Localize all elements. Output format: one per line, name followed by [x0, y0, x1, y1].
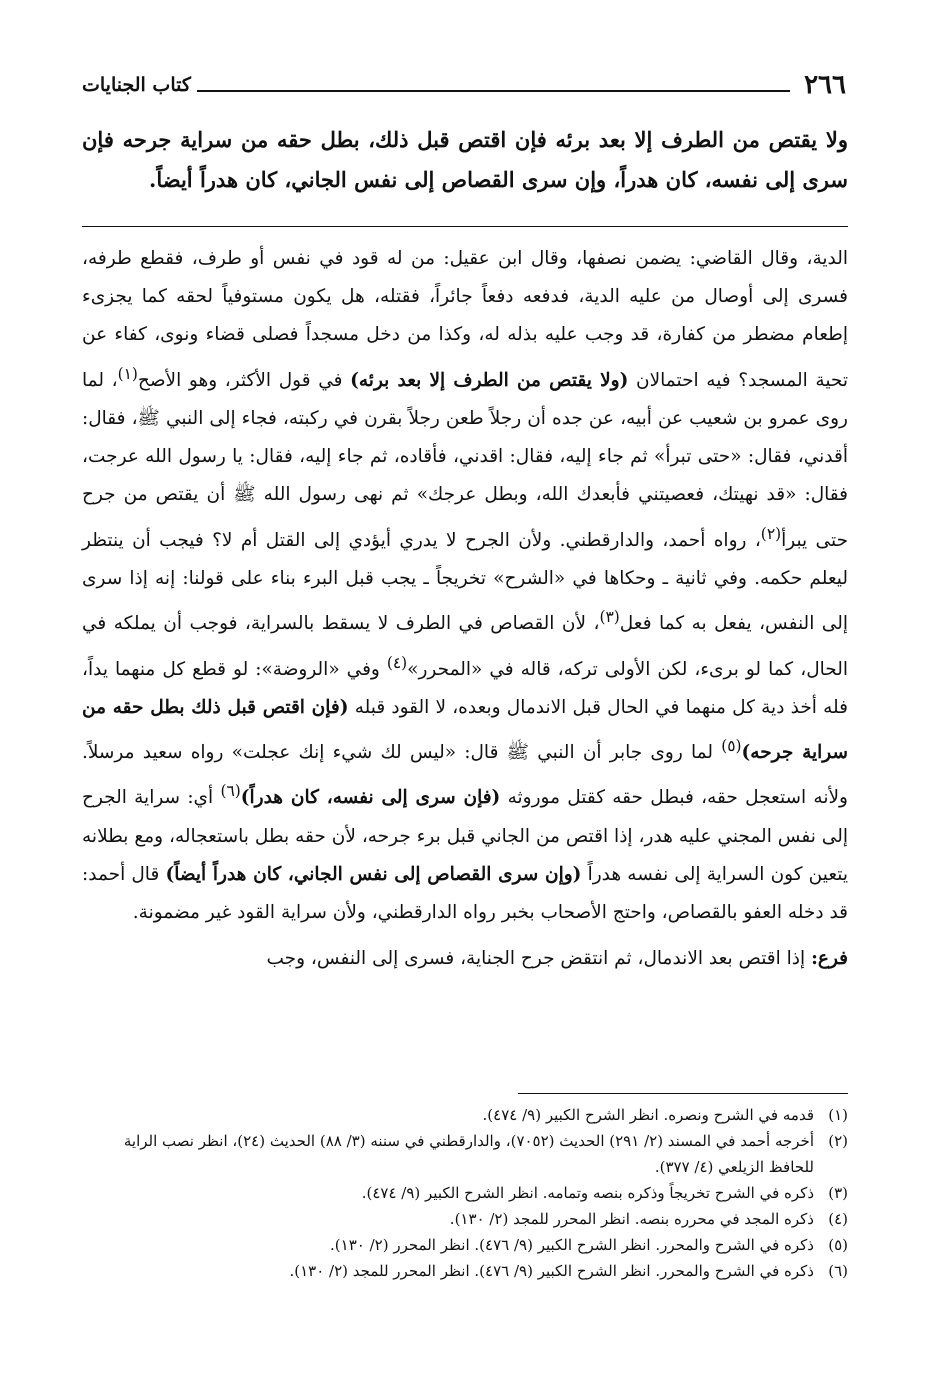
- footnote-text: قدمه في الشرح ونصره. انظر الشرح الكبير (٩/ ٤٧٤).: [482, 1106, 814, 1124]
- footnote-text: ذكره في الشرح تخريجاً وذكره بنصه وتمامه. انظر الشرح الكبير (٩/ ٤٧٤).: [361, 1184, 814, 1202]
- quoted-main-text: (وإن سرى القصاص إلى نفس الجاني، كان هدراً أيضاً): [165, 863, 582, 885]
- footnote-text: أخرجه أحمد في المسند (٢/ ٢٩١) الحديث (٧٠٥٢)، والدارقطني في سننه (٣/ ٨٨) الحديث (٢٤)، انظر نصب الراية للحافظ الزيلعي (٤/ ٣٧٧).: [123, 1132, 814, 1176]
- footnote-number: (٤): [828, 1210, 848, 1228]
- footnote-text: ذكره في الشرح والمحرر. انظر الشرح الكبير (٩/ ٤٧٦). انظر المحرر (٢/ ١٣٠).: [330, 1236, 814, 1254]
- commentary-segment: الدية، وقال القاضي: يضمن نصفها، وقال ابن عقيل: من له قود في نفس أو طرف، فقطع طرفه، فسرى إلى أوصال من عليه الدية، فدفعه دفعاً جائراً، فقتله، هل يكون مستوفياً لحقه كما يجزىء إطعام مضطر من كفارة، قد وجب عليه بذله له، وكذا من دخل مسجداً فصلى قضاء ونوى، كفاء عن تحية المسجد؟ فيه احتمالان: [82, 248, 848, 391]
- commentary-segment: إذا اقتص بعد الاندمال، ثم انتقض جرح الجناية، فسرى إلى النفس، وجب: [266, 948, 812, 970]
- footnote-number: (٦): [828, 1262, 848, 1280]
- branch-label: فرع:: [811, 948, 848, 970]
- commentary-segment: ، رواه أحمد، والدارقطني. ولأن الجرح لا يدري أيؤدي إلى القتل أم لا؟ فيجب أن ينتظر ليعلم حكمه. وفي ثانية ـ وحكاها في «الشرح» تخريجاً ـ يجب قبل البرء بناء على قولنا: إنه إذا سرى إلى النفس، يفعل به كما فعل: [82, 529, 848, 635]
- commentary-segment: قال أحمد: قد دخله العفو بالقصاص، واحتج الأصحاب بخبر رواه الدارقطني، ولأن سراية القود غير مضمونة.: [82, 863, 848, 924]
- commentary-paragraph: [82, 240, 848, 932]
- quoted-main-text: (فإن اقتص قبل ذلك بطل حقه من سراية جرحه): [82, 696, 848, 764]
- page-number: ٢٦٦: [804, 70, 846, 100]
- footnote: [82, 1128, 848, 1180]
- footnote: [82, 1232, 848, 1258]
- footnote-text: ذكره المجد في محرره بنصه. انظر المحرر للمجد (٢/ ١٣٠).: [449, 1210, 814, 1228]
- branch-paragraph: [82, 940, 848, 978]
- commentary-text: [82, 240, 848, 979]
- commentary-segment: في قول الأكثر، وهو الأصح: [137, 369, 343, 391]
- commentary-segment: لما روى جابر أن النبي ﷺ قال: «ليس لك شيء إنك عجلت» رواه سعيد مرسلاً. ولأنه استعجل حقه، فبطل حقه كقتل موروثه: [82, 742, 848, 809]
- footnote-text: ذكره في الشرح والمحرر. انظر الشرح الكبير (٩/ ٤٧٦). انظر المحرر للمجد (٢/ ١٣٠).: [289, 1262, 814, 1280]
- footnote-marker: (٦): [220, 782, 241, 801]
- quoted-main-text: (ولا يقتص من الطرف إلا بعد برئه): [350, 369, 629, 391]
- footnote: [82, 1206, 848, 1232]
- commentary-segment: ، لما روى عمرو بن شعيب عن أبيه، عن جده أن رجلاً طعن رجلاً بقرن في ركبته، فجاء إلى النبي ﷺ، فقال: أقدني، فقال: «حتى تبرأ» ثم جاء إليه، فقال: اقدني، فأقاده، ثم جاء إليه، فقال: يا رسول الله عرجت، فقال: «قد نهيتك، فعصيتني فأبعدك الله، وبطل عرجك» ثم نهى رسول الله ﷺ أن يقتص من جرح حتى يبرأ: [82, 369, 848, 551]
- main-text-paragraph: ولا يقتص من الطرف إلا بعد برئه فإن اقتص قبل ذلك، بطل حقه من سراية جرحه فإن سرى إلى نفسه، كان هدراً، وإن سرى القصاص إلى نفس الجاني، كان هدراً أيضاً.: [82, 127, 848, 192]
- header-rule: [197, 90, 790, 92]
- footnote-marker: (٥): [721, 737, 742, 756]
- footnote-number: (٢): [828, 1132, 848, 1150]
- commentary-segment: أي: سراية الجرح إلى نفس المجني عليه هدر، إذا اقتص من الجاني قبل برء جرحه، لأن حقه بطل باستعجاله، ومع بطلانه يتعين كون السراية إلى نفسه هدراً: [82, 787, 848, 885]
- footnote-marker: (٣): [599, 608, 620, 627]
- footnote-separator: [518, 1093, 848, 1094]
- footnote-number: (٥): [828, 1236, 848, 1254]
- footnote: [82, 1180, 848, 1206]
- main-text: [82, 120, 848, 200]
- footnote-marker: (٢): [760, 524, 782, 543]
- commentary-segment: ، لأن القصاص في الطرف لا يسقط بالسراية، فوجب أن يملكه في الحال، كما لو برىء، لكن الأولى تركه، قاله في «المحرر»: [82, 613, 848, 680]
- footnote: [82, 1258, 848, 1284]
- footnote-marker: (١): [117, 364, 138, 383]
- footnote: [82, 1102, 848, 1128]
- footnotes: [82, 1102, 848, 1284]
- footnote-marker: (٤): [386, 653, 408, 672]
- page-header: [82, 64, 846, 100]
- quoted-main-text: (فإن سرى إلى نفسه، كان هدراً): [240, 787, 501, 809]
- footnote-number: (١): [828, 1106, 848, 1124]
- footnote-number: (٣): [828, 1184, 848, 1202]
- main-text-separator: [82, 226, 848, 227]
- commentary-segment: وفي «الروضة»: لو قطع كل منهما يداً، فله أخذ دية كل منهما في الحال قبل الاندمال وبعده، لا القود قبله: [82, 658, 848, 718]
- book-title: كتاب الجنايات: [82, 74, 191, 96]
